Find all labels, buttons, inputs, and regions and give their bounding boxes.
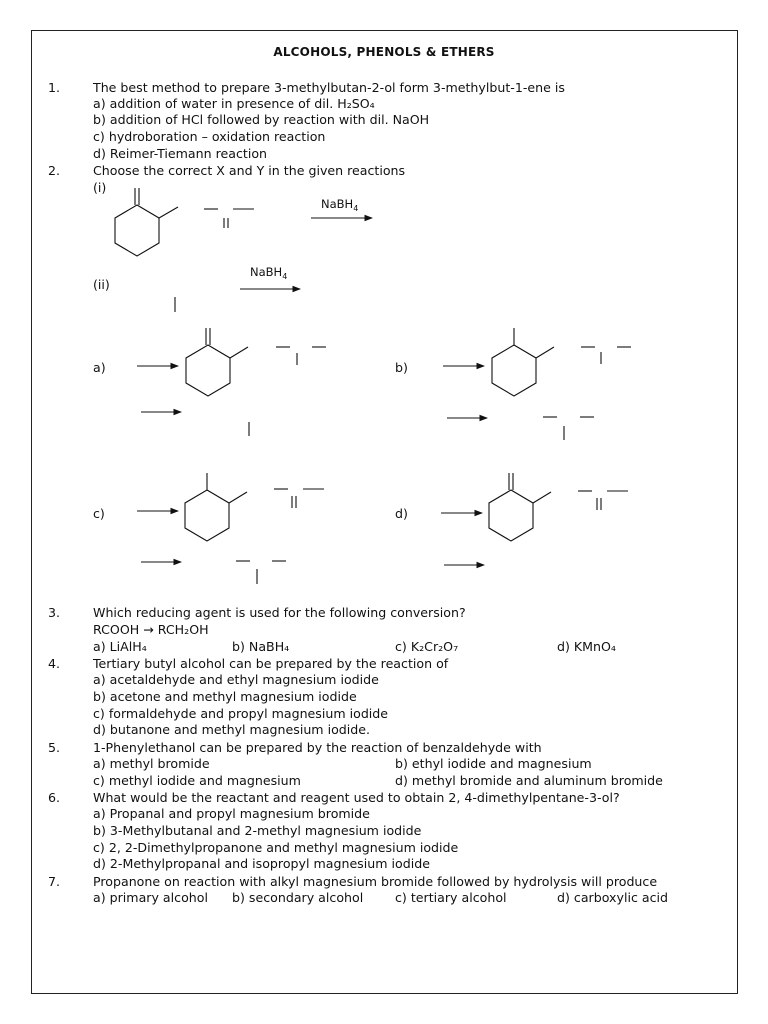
question-1-option-d: d) Reimer-Tiemann reaction [93, 146, 268, 161]
question-2-text: Choose the correct X and Y in the given reactions [93, 163, 406, 178]
question-7-option-d: d) carboxylic acid [557, 890, 669, 905]
question-6-number: 6. [48, 790, 61, 805]
question-6-option-a: a) Propanal and propyl magnesium bromide [93, 806, 370, 821]
question-4-text: Tertiary butyl alcohol can be prepared by the reaction of [93, 656, 449, 671]
question-7-option-c: c) tertiary alcohol [395, 890, 507, 905]
question-2-part-i-label: (i) [93, 180, 107, 195]
question-1-number: 1. [48, 80, 61, 95]
question-3-option-d: d) KMnO₄ [557, 639, 616, 654]
option-a-diagram [137, 328, 326, 436]
page-title: ALCOHOLS, PHENOLS & ETHERS [273, 45, 495, 59]
option-b-diagram [443, 328, 631, 440]
reagent-i-label: NaBH$_4$ [321, 197, 359, 213]
question-4-option-b: b) acetone and methyl magnesium iodide [93, 689, 357, 704]
question-5-option-a: a) methyl bromide [93, 756, 210, 771]
question-5-option-d: d) methyl bromide and aluminum bromide [395, 773, 663, 788]
question-2-option-d-label: d) [395, 506, 408, 521]
reactant-i-fragment [204, 209, 254, 228]
question-7-option-a: a) primary alcohol [93, 890, 208, 905]
question-3-text: Which reducing agent is used for the following conversion? [93, 605, 466, 620]
option-c-diagram [137, 473, 324, 584]
question-5-option-c: c) methyl iodide and magnesium [93, 773, 301, 788]
question-6-option-c: c) 2, 2-Dimethylpropanone and methyl magnesium iodide [93, 840, 459, 855]
question-7-option-b: b) secondary alcohol [232, 890, 364, 905]
question-2-number: 2. [48, 163, 61, 178]
question-2-option-b-label: b) [395, 360, 408, 375]
question-4-option-c: c) formaldehyde and propyl magnesium iodide [93, 706, 389, 721]
reagent-ii-label: NaBH$_4$ [250, 265, 288, 281]
option-d-diagram [441, 473, 628, 565]
question-7-number: 7. [48, 874, 61, 889]
question-3-number: 3. [48, 605, 61, 620]
question-4-option-d: d) butanone and methyl magnesium iodide. [93, 722, 371, 737]
question-6-text: What would be the reactant and reagent used to obtain 2, 4-dimethylpentane-3-ol? [93, 790, 620, 805]
question-3-option-c: c) K₂Cr₂O₇ [395, 639, 459, 654]
question-7-text: Propanone on reaction with alkyl magnesium bromide followed by hydrolysis will produce [93, 874, 658, 889]
question-6-option-b: b) 3-Methylbutanal and 2-methyl magnesium iodide [93, 823, 422, 838]
question-5-text: 1-Phenylethanol can be prepared by the reaction of benzaldehyde with [93, 740, 542, 755]
question-1-option-b: b) addition of HCl followed by reaction with dil. NaOH [93, 112, 430, 127]
question-3-conversion: RCOOH → RCH₂OH [93, 622, 209, 637]
question-5-option-b: b) ethyl iodide and magnesium [395, 756, 592, 771]
question-3-option-a: a) LiAlH₄ [93, 639, 147, 654]
reactant-i-structure [115, 188, 178, 256]
question-2-option-c-label: c) [93, 506, 105, 521]
question-4-number: 4. [48, 656, 61, 671]
question-1-option-c: c) hydroboration – oxidation reaction [93, 129, 326, 144]
question-2-option-a-label: a) [93, 360, 106, 375]
question-3-option-b: b) NaBH₄ [232, 639, 290, 654]
question-5-number: 5. [48, 740, 61, 755]
question-1-text: The best method to prepare 3-methylbutan-2-ol form 3-methylbut-1-ene is [93, 80, 565, 95]
question-2-part-ii-label: (ii) [93, 277, 110, 292]
question-4-option-a: a) acetaldehyde and ethyl magnesium iodide [93, 672, 379, 687]
question-1-option-a: a) addition of water in presence of dil. H₂SO₄ [93, 96, 375, 111]
question-6-option-d: d) 2-Methylpropanal and isopropyl magnesium iodide [93, 856, 430, 871]
